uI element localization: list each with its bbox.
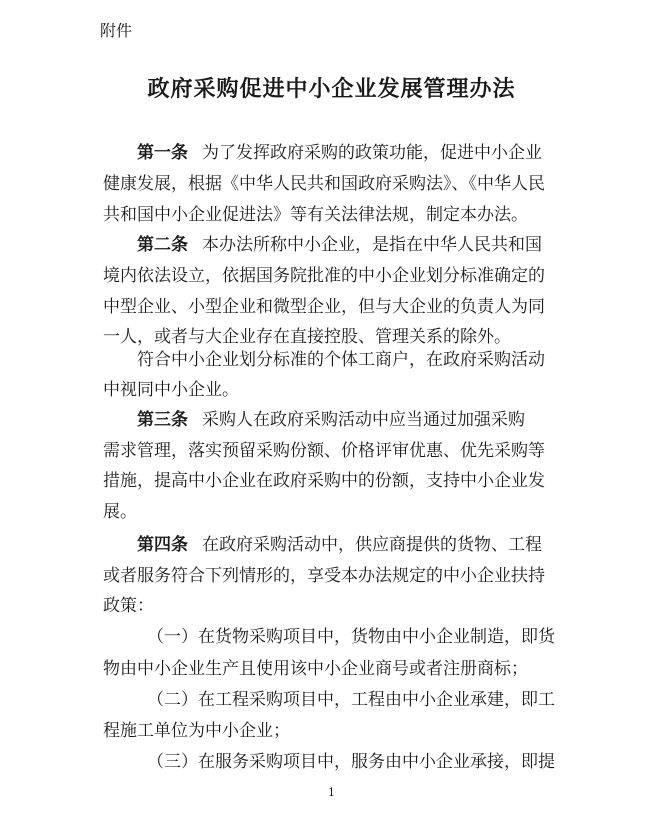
item-1-line-1: （一）在货物采购项目中，货物由中小企业制造，即货 bbox=[147, 627, 555, 647]
article-1-label: 第一条 bbox=[137, 143, 188, 163]
article-2-line-1 bbox=[137, 230, 561, 260]
article-3-line-2: 需求管理，落实预留采购份额、价格评审优惠、优先采购等 bbox=[103, 441, 545, 461]
article-2-para-2-line-1: 符合中小企业划分标准的个体工商户，在政府采购活动 bbox=[137, 350, 545, 370]
article-3-line-4: 展。 bbox=[103, 502, 137, 522]
article-4-line-3: 政策： bbox=[103, 596, 154, 616]
item-2-line-2: 程施工单位为中小企业； bbox=[103, 721, 290, 741]
article-1-line-2: 健康发展，根据《中华人民共和国政府采购法》、《中华人民 bbox=[103, 174, 545, 194]
article-2-line-3: 中型企业、小型企业和微型企业，但与大企业的负责人为同 bbox=[103, 297, 545, 317]
article-4-text: 在政府采购活动中，供应商提供的货物、工程 bbox=[202, 535, 542, 555]
article-3-label: 第三条 bbox=[137, 410, 188, 430]
article-4-label: 第四条 bbox=[137, 535, 188, 555]
article-2-para-2-line-2: 中视同中小企业。 bbox=[103, 380, 239, 400]
article-4-line-1 bbox=[137, 530, 561, 560]
document-title: 政府采购促进中小企业发展管理办法 bbox=[147, 77, 516, 102]
item-2-line-1: （二）在工程采购项目中，工程由中小企业承建，即工 bbox=[147, 690, 555, 710]
article-4-line-2: 或者服务符合下列情形的，享受本办法规定的中小企业扶持 bbox=[103, 566, 545, 586]
article-3-line-3: 措施，提高中小企业在政府采购中的份额，支持中小企业发 bbox=[103, 471, 545, 491]
article-3-text: 采购人在政府采购活动中应当通过加强采购 bbox=[202, 410, 525, 430]
article-1-line-1 bbox=[137, 138, 561, 168]
article-2-line-4: 一人，或者与大企业存在直接控股、管理关系的除外。 bbox=[103, 327, 511, 347]
attachment-label: 附件 bbox=[100, 21, 133, 40]
page-number: 1 bbox=[328, 786, 335, 799]
article-1-text: 为了发挥政府采购的政策功能，促进中小企业 bbox=[202, 143, 542, 163]
item-1-line-2: 物由中小企业生产且使用该中小企业商号或者注册商标； bbox=[103, 659, 528, 679]
article-2-label: 第二条 bbox=[137, 235, 188, 255]
article-1-line-3: 共和国中小企业促进法》等有关法律法规，制定本办法。 bbox=[103, 205, 528, 225]
item-3-line-1: （三）在服务采购项目中，服务由中小企业承接，即提 bbox=[147, 752, 555, 772]
article-3-line-1 bbox=[137, 405, 561, 435]
article-2-text: 本办法所称中小企业，是指在中华人民共和国 bbox=[202, 235, 542, 255]
article-2-line-2: 境内依法设立，依据国务院批准的中小企业划分标准确定的 bbox=[103, 266, 545, 286]
